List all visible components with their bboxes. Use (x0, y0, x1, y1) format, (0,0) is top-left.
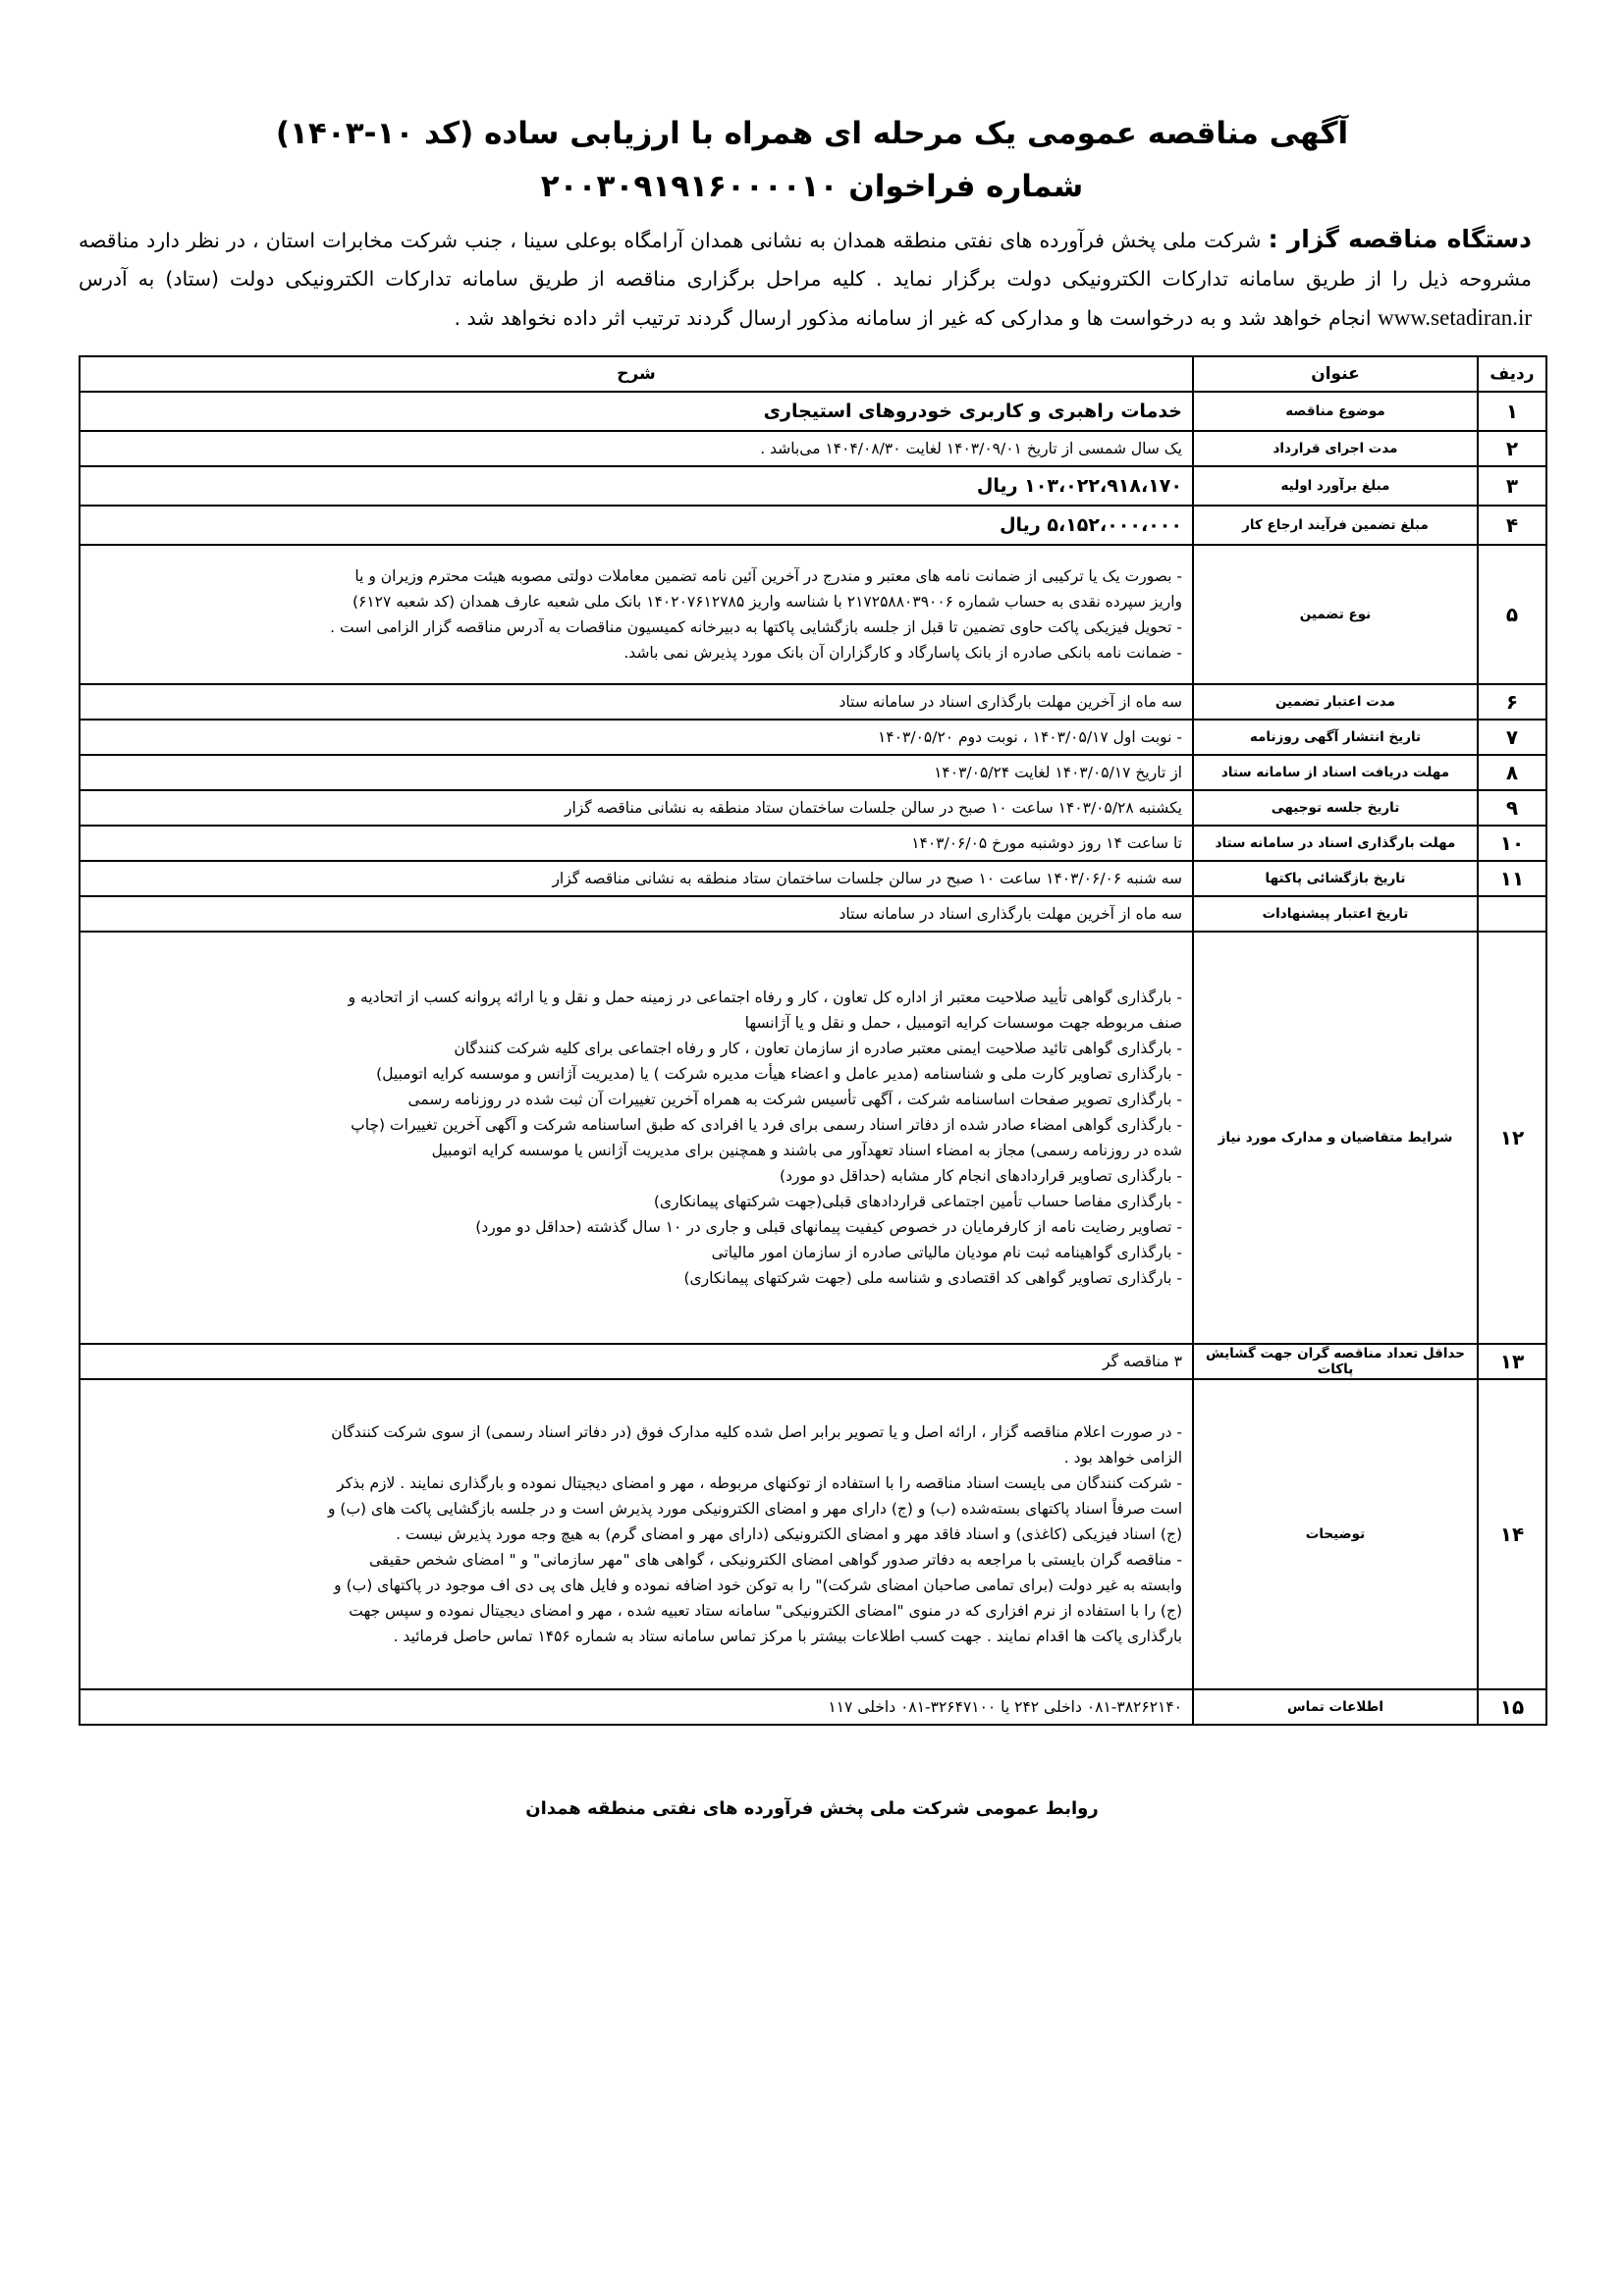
description-line: - بصورت یک یا ترکیبی از ضمانت نامه های معتبر و مندرج در آخرین آئین نامه تضمین معاملات دولتی مصوبه هیئت محترم وزیران و یا (354, 567, 1182, 585)
description-line: - شرکت کنندگان می بایست اسناد مناقصه را با استفاده از توکنهای مربوطه ، مهر و امضای دیجیتال نموده و بارگذاری نمایند . لازم بذکر (337, 1474, 1182, 1492)
row-number: ۸ (1478, 755, 1546, 790)
setad-url-link[interactable]: www.setadiran.ir (1378, 305, 1532, 330)
table-header-row (80, 356, 1546, 392)
header-row-number: ردیف (1478, 356, 1546, 392)
description-line: - بارگذاری تصویر صفحات اساسنامه شرکت ، آگهی تأسیس شرکت به همراه آخرین تغییرات آن ثبت شده در روزنامه رسمی (407, 1091, 1182, 1108)
description-line: - بارگذاری گواهی تائید صلاحیت ایمنی معتبر صادره از سازمان تعاون ، کار و رفاه اجتماعی برای کلیه شرکت کنندگان (454, 1040, 1182, 1057)
intro-text-2: انجام خواهد شد و به درخواست ها و مدارکی که غیر از سامانه مذکور ارسال گردند ترتیب اثر داده نخواهد شد . (454, 306, 1372, 330)
row-title: موضوع مناقصه (1193, 392, 1478, 431)
row-number: ۱۱ (1478, 861, 1546, 896)
notice-title: آگهی مناقصه عمومی یک مرحله ای همراه با ارزیابی ساده (کد ۱۰-۱۴۰۳) (275, 116, 1349, 151)
tendering-body-label: دستگاه مناقصه گزار : (1268, 225, 1532, 253)
table-row (80, 466, 1546, 506)
description-line: وابسته به غیر دولت (برای تمامی صاحبان امضای شرکت)" را به توکن خود اضافه نموده و فایل های پی دی اف موجود در پاکتهای (ب) و (334, 1576, 1182, 1594)
description-line: ۳ مناقصه گر (1103, 1353, 1182, 1370)
row-description (80, 392, 1193, 431)
row-title: شرایط متقاضیان و مدارک مورد نیاز (1193, 932, 1478, 1344)
description-line: - ضمانت نامه بانکی صادره از بانک پاسارگاد و کارگزاران آن بانک مورد پذیرش نمی باشد. (623, 644, 1182, 662)
row-description (80, 896, 1193, 932)
table-row (80, 790, 1546, 826)
row-number: ۷ (1478, 720, 1546, 755)
description-line: یکشنبه ۱۴۰۳/۰۵/۲۸ ساعت ۱۰ صبح در سالن جلسات ساختمان ستاد منطقه به نشانی مناقصه گزار (564, 799, 1182, 817)
row-title: حداقل تعداد مناقصه گران جهت گشایش پاکات (1193, 1344, 1478, 1379)
public-relations-signature: روابط عمومی شرکت ملی پخش فرآورده های نفتی منطقه همدان (525, 1798, 1099, 1819)
description-line: یک سال شمسی از تاریخ ۱۴۰۳/۰۹/۰۱ لغایت ۱۴۰۴/۰۸/۳۰ می‌باشد . (760, 440, 1182, 457)
description-line: خدمات راهبری و کاربری خودروهای استیجاری (763, 400, 1182, 422)
header-title: عنوان (1193, 356, 1478, 392)
row-number: ۱۵ (1478, 1689, 1546, 1725)
description-line: سه ماه از آخرین مهلت بارگذاری اسناد در سامانه ستاد (839, 905, 1182, 923)
table-row (80, 1344, 1546, 1379)
row-number: ۱۲ (1478, 932, 1546, 1344)
row-description (80, 932, 1193, 1344)
row-description (80, 790, 1193, 826)
description-line: صنف مربوطه جهت موسسات کرایه اتومبیل ، حمل و نقل و یا آژانسها (744, 1014, 1182, 1032)
description-line: - بارگذاری تصاویر کارت ملی و شناسنامه (مدیر عامل و اعضاء هیأت مدیره شرکت ) یا (مدیریت آژانس و موسسه کرایه اتومبیل) (376, 1065, 1182, 1083)
description-line: شده در روزنامه رسمی) مجاز به امضاء اسناد تعهدآور می باشند و همچنین برای مدیریت آژانس یا موسسه کرایه اتومبیل (431, 1142, 1182, 1159)
description-line: - در صورت اعلام مناقصه گزار ، ارائه اصل و یا تصویر برابر اصل شده کلیه مدارک فوق (در دفاتر اسناد رسمی) از سوی شرکت کنندگان (331, 1423, 1182, 1441)
table-body (80, 392, 1546, 1725)
row-description (80, 861, 1193, 896)
row-number: ۱ (1478, 392, 1546, 431)
description-line: ۱۰۳،۰۲۲،۹۱۸،۱۷۰ ریال (976, 475, 1182, 497)
description-line: - بارگذاری گواهی امضاء صادر شده از دفاتر اسناد رسمی برای فرد یا افرادی که طبق اساسنامه شرکت و آگهی آخرین تغییرات (چاپ (351, 1116, 1182, 1134)
description-line: است صرفاً اسناد پاکتهای بسته‌شده (ب) و (ج) دارای مهر و امضای الکترونیکی مورد پذیرش است و در جلسه بازگشایی پاکت های (ب) و (328, 1500, 1182, 1518)
description-line: ۰۸۱-۳۸۲۶۲۱۴۰ داخلی ۲۴۲ یا ۳۲۶۴۷۱۰۰-۰۸۱ داخلی ۱۱۷ (828, 1698, 1182, 1716)
table-row (80, 506, 1546, 545)
table-row (80, 755, 1546, 790)
row-title: مبلغ تضمین فرآیند ارجاع کار (1193, 506, 1478, 545)
description-line: واریز سپرده نقدی به حساب شماره ۲۱۷۲۵۸۸۰۳۹۰۰۶ با شناسه واریز ۱۴۰۲۰۷۶۱۲۷۸۵ بانک ملی شعبه عارف همدان (کد شعبه ۶۱۲۷) (352, 593, 1182, 611)
row-description (80, 545, 1193, 684)
description-line: ۵،۱۵۲،۰۰۰،۰۰۰ ریال (1000, 514, 1182, 536)
row-description (80, 684, 1193, 720)
row-description (80, 1344, 1193, 1379)
description-line: - تصاویر رضایت نامه از کارفرمایان در خصوص کیفیت پیمانهای قبلی و جاری در ۱۰ سال گذشته (حداقل دو مورد) (475, 1218, 1182, 1236)
row-title: توضیحات (1193, 1379, 1478, 1689)
row-description (80, 1379, 1193, 1689)
row-title: تاریخ جلسه توجیهی (1193, 790, 1478, 826)
table-row (80, 1379, 1546, 1689)
row-description (80, 826, 1193, 861)
row-title: نوع تضمین (1193, 545, 1478, 684)
description-line: از تاریخ ۱۴۰۳/۰۵/۱۷ لغایت ۱۴۰۳/۰۵/۲۴ (934, 764, 1182, 781)
description-line: (ج) را با استفاده از نرم افزاری که در منوی "امضای الکترونیکی" سامانه ستاد تعبیه شده ، مهر و امضای دیجیتال نموده و سپس جهت (349, 1602, 1182, 1620)
row-number: ۹ (1478, 790, 1546, 826)
row-title: تاریخ انتشار آگهی روزنامه (1193, 720, 1478, 755)
description-line: سه ماه از آخرین مهلت بارگذاری اسناد در سامانه ستاد (839, 693, 1182, 711)
row-description (80, 431, 1193, 466)
row-description (80, 755, 1193, 790)
row-title: مدت اعتبار تضمین (1193, 684, 1478, 720)
table-row (80, 896, 1546, 932)
description-line: - بارگذاری مفاصا حساب تأمین اجتماعی قراردادهای قبلی(جهت شرکتهای پیمانکاری) (653, 1193, 1182, 1210)
description-line: الزامی خواهد بود . (1063, 1449, 1182, 1467)
row-number: ۵ (1478, 545, 1546, 684)
table-row (80, 431, 1546, 466)
description-line: - بارگذاری تصاویر قراردادهای انجام کار مشابه (حداقل دو مورد) (780, 1167, 1182, 1185)
description-line: - مناقصه گران بایستی با مراجعه به دفاتر صدور گواهی امضای الکترونیکی ، گواهی های "مهر سازمانی" و " امضای شخص حقیقی (368, 1551, 1182, 1569)
description-line: - تحویل فیزیکی پاکت حاوی تضمین تا قبل از جلسه بازگشایی پاکتها به دبیرخانه کمیسیون مناقصات به آدرس مناقصه گزار الزامی است . (330, 618, 1182, 636)
row-title: مهلت بارگذاری اسناد در سامانه ستاد (1193, 826, 1478, 861)
row-number: ۲ (1478, 431, 1546, 466)
row-description (80, 720, 1193, 755)
table-row (80, 861, 1546, 896)
table-row (80, 684, 1546, 720)
row-number (1478, 896, 1546, 932)
description-line: - بارگذاری گواهی تأیید صلاحیت معتبر از اداره کل تعاون ، کار و رفاه اجتماعی در زمینه حمل و نقل و یا ارائه پروانه کسب از اتحادیه و (348, 988, 1182, 1006)
row-title: مدت اجرای قرارداد (1193, 431, 1478, 466)
description-line: سه شنبه ۱۴۰۳/۰۶/۰۶ ساعت ۱۰ صبح در سالن جلسات ساختمان ستاد منطقه به نشانی مناقصه گزار (552, 870, 1182, 887)
row-title: تاریخ بازگشائی پاکتها (1193, 861, 1478, 896)
header-description: شرح (80, 356, 1193, 392)
row-title: مهلت دریافت اسناد از سامانه ستاد (1193, 755, 1478, 790)
row-description (80, 1689, 1193, 1725)
table-row (80, 826, 1546, 861)
tender-details-table (79, 355, 1547, 1726)
description-line: - بارگذاری گواهینامه ثبت نام مودیان مالیاتی صادره از سازمان امور مالیاتی (711, 1244, 1182, 1261)
row-number: ۳ (1478, 466, 1546, 506)
call-number: شماره فراخوان ۲۰۰۳۰۹۱۹۱۶۰۰۰۰۱۰ (540, 169, 1084, 204)
row-title: تاریخ اعتبار پیشنهادات (1193, 896, 1478, 932)
row-title: مبلغ برآورد اولیه (1193, 466, 1478, 506)
table-row (80, 545, 1546, 684)
description-line: بارگذاری پاکت ها اقدام نمایند . جهت کسب اطلاعات بیشتر با مرکز تماس سامانه ستاد به شماره ۱۴۵۶ تماس حاصل فرمائید . (393, 1628, 1182, 1645)
row-number: ۱۴ (1478, 1379, 1546, 1689)
description-line: (ج) اسناد فیزیکی (کاغذی) و اسناد فاقد مهر و امضای الکترونیکی (دارای مهر و امضای گرم) به هیچ وجه مورد پذیرش نیست . (396, 1525, 1182, 1543)
row-number: ۴ (1478, 506, 1546, 545)
row-number: ۱۰ (1478, 826, 1546, 861)
description-line: تا ساعت ۱۴ روز دوشنبه مورخ ۱۴۰۳/۰۶/۰۵ (911, 834, 1182, 852)
description-line: - نوبت اول ۱۴۰۳/۰۵/۱۷ ، نوبت دوم ۱۴۰۳/۰۵/۲۰ (878, 728, 1182, 746)
row-description (80, 506, 1193, 545)
table-row (80, 392, 1546, 431)
intro-text-1: شرکت ملی پخش فرآورده های نفتی منطقه همدان به نشانی همدان آرامگاه بوعلی سینا ، جنب شرکت مخابرات استان ، در نظر دارد مناقصه مشروحه ذیل را از طریق سامانه تدارکات الکترونیکی دولت برگزار نماید . کلیه مراحل برگزاری مناقصه از طریق سامانه تدارکات الکترونیکی دولت (ستاد) به آدرس (79, 229, 1532, 291)
row-title: اطلاعات تماس (1193, 1689, 1478, 1725)
intro-paragraph (79, 220, 1532, 338)
table-row (80, 720, 1546, 755)
table-row (80, 932, 1546, 1344)
row-number: ۱۳ (1478, 1344, 1546, 1379)
description-line: - بارگذاری تصاویر گواهی کد اقتصادی و شناسه ملی (جهت شرکتهای پیمانکاری) (683, 1269, 1182, 1287)
table-row (80, 1689, 1546, 1725)
row-number: ۶ (1478, 684, 1546, 720)
row-description (80, 466, 1193, 506)
